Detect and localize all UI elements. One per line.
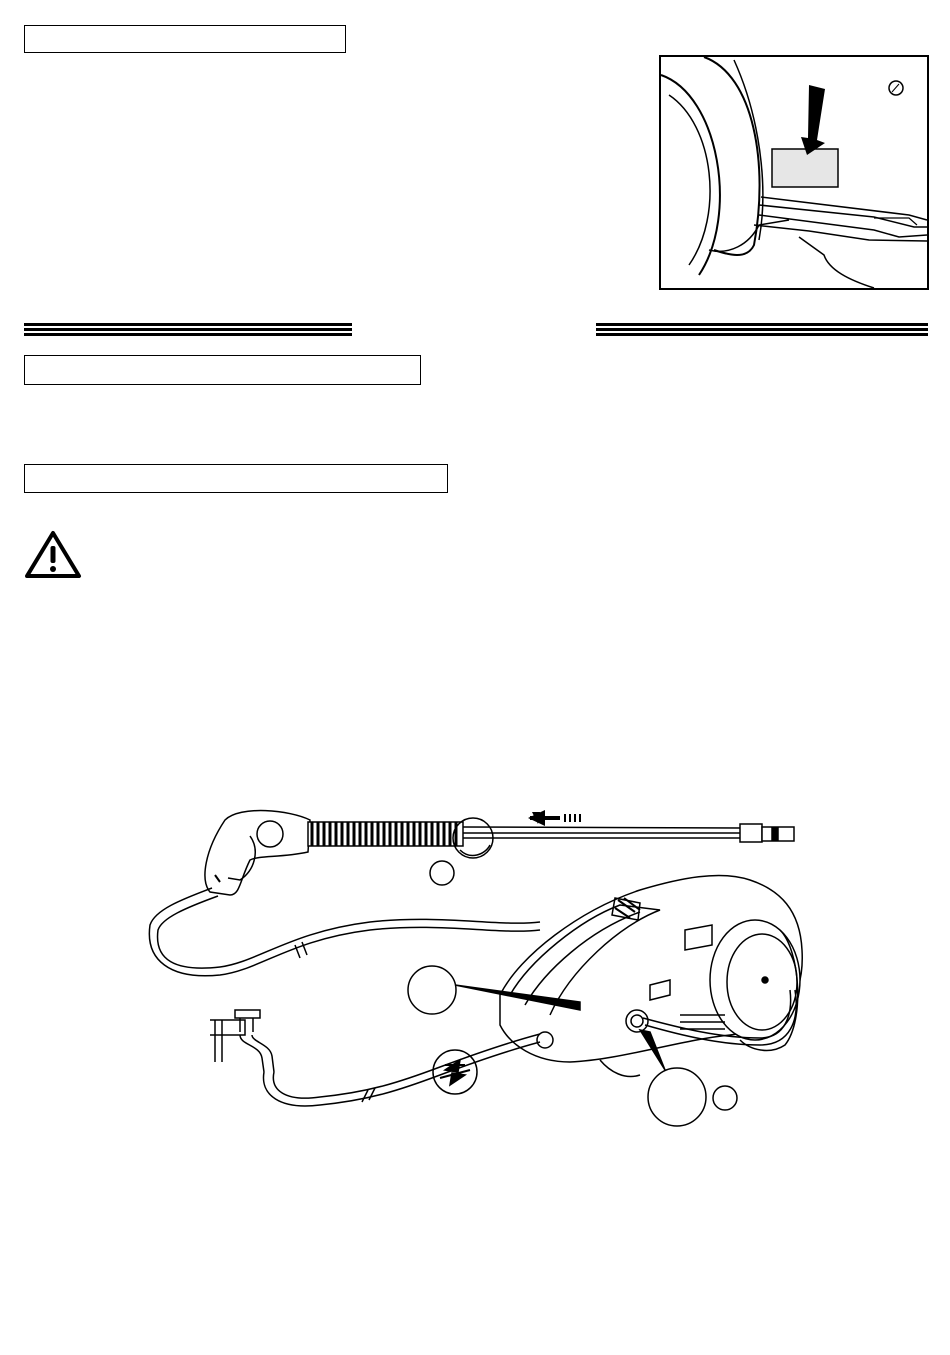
rule-right [596,323,928,338]
section-heading-box-1 [24,355,421,385]
rule-left [24,323,352,338]
top-heading-box [24,25,346,53]
section-heading-box-2 [24,464,448,493]
warning-triangle-icon [24,530,82,580]
label-plate [772,149,838,187]
label-location-figure [659,55,929,290]
pressure-washer-assembly-icon [140,800,820,1135]
